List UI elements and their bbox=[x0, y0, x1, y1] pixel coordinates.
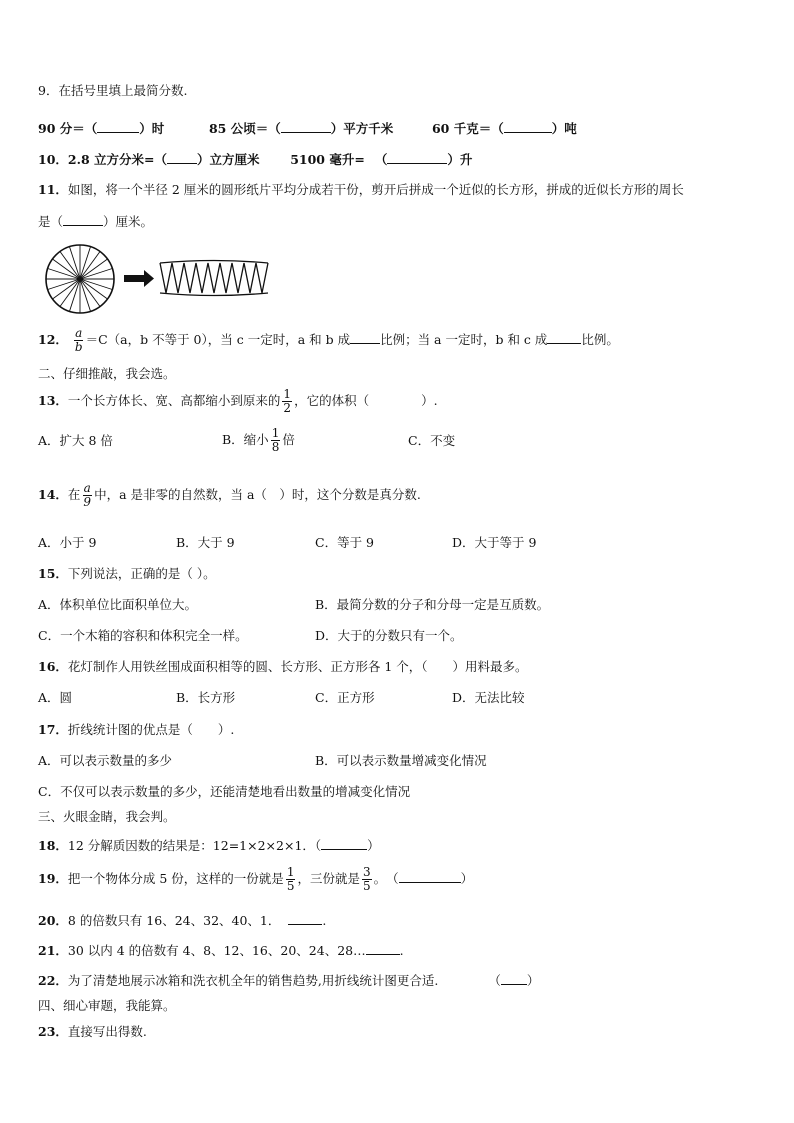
q22: 22．为了清楚地展示冰箱和洗衣机全年的销售趋势,用折线统计图更合适. （ ） bbox=[38, 973, 540, 988]
q13-option-c[interactable]: C．不变 bbox=[408, 433, 456, 448]
q9-blank-c[interactable] bbox=[504, 120, 552, 133]
q16-option-b[interactable]: B．长方形 bbox=[176, 690, 236, 705]
q18-blank[interactable] bbox=[321, 837, 367, 850]
q16: 16．花灯制作人用铁丝围成面积相等的圆、长方形、正方形各 1 个，（ ）用料最多。 bbox=[38, 659, 528, 674]
q16-option-d[interactable]: D．无法比较 bbox=[452, 690, 525, 705]
q21: 21．30 以内 4 的倍数有 4、8、12、16、20、24、28… . bbox=[38, 943, 404, 958]
q15-option-b[interactable]: B．最简分数的分子和分母一定是互质数。 bbox=[315, 597, 550, 612]
q9-prompt: 9．在括号里填上最简分数. bbox=[38, 83, 188, 98]
q16-option-c[interactable]: C．正方形 bbox=[315, 690, 375, 705]
q12-fraction: $\frac{a}{b}$ bbox=[74, 326, 83, 354]
q17-option-a[interactable]: A．可以表示数量的多少 bbox=[38, 753, 173, 768]
q18: 18．12 分解质因数的结果是：12=1×2×2×1．（ ） bbox=[38, 838, 380, 853]
q12-blank-1[interactable] bbox=[350, 331, 380, 344]
q15-option-c[interactable]: C．一个木箱的容积和体积完全一样。 bbox=[38, 628, 248, 643]
q14-option-b[interactable]: B．大于 9 bbox=[176, 535, 235, 550]
q20-blank[interactable] bbox=[288, 912, 322, 925]
q19-blank[interactable] bbox=[399, 870, 461, 883]
q14: 14．在 $\frac{a}{9}$ 中，a 是非零的自然数，当 a（ ）时，这个分数是真分数. bbox=[38, 481, 421, 509]
arrow-right-icon bbox=[124, 270, 154, 287]
q10: 10．2.8 立方分米=（ ）立方厘米 5100 毫升= （ ）升 bbox=[38, 152, 473, 167]
q14-option-a[interactable]: A．小于 9 bbox=[38, 535, 97, 550]
q12-blank-2[interactable] bbox=[547, 331, 581, 344]
sliced-circle bbox=[46, 245, 114, 313]
section-3-heading: 三、火眼金睛，我会判。 bbox=[38, 809, 176, 824]
q19-fraction-1: $\frac{1}{5}$ bbox=[286, 865, 295, 893]
circle-to-rectangle-figure bbox=[44, 243, 276, 315]
q22-blank[interactable] bbox=[501, 972, 527, 985]
q9-blank-b[interactable] bbox=[281, 120, 331, 133]
q14-option-d[interactable]: D．大于等于 9 bbox=[452, 535, 537, 550]
q14-option-c[interactable]: C．等于 9 bbox=[315, 535, 374, 550]
q14-fraction: $\frac{a}{9}$ bbox=[83, 481, 92, 509]
q15: 15．下列说法，正确的是（ ）。 bbox=[38, 566, 216, 581]
section-4-heading: 四、细心审题，我能算。 bbox=[38, 998, 176, 1013]
q9-blank-a[interactable] bbox=[97, 120, 139, 133]
q10-blank-a[interactable] bbox=[167, 151, 197, 164]
q15-option-d[interactable]: D．大于的分数只有一个。 bbox=[315, 628, 463, 643]
q11-blank[interactable] bbox=[63, 213, 103, 226]
q13-option-b[interactable]: B．缩小 $\frac{1}{8}$ 倍 bbox=[222, 426, 295, 454]
q13-fraction: $\frac{1}{2}$ bbox=[283, 387, 292, 415]
q23: 23．直接写出得数. bbox=[38, 1024, 147, 1039]
approximate-rectangle bbox=[160, 261, 268, 296]
q17-option-c[interactable]: C．不仅可以表示数量的多少，还能清楚地看出数量的增减变化情况 bbox=[38, 784, 411, 799]
q16-option-a[interactable]: A．圆 bbox=[38, 690, 73, 705]
q19-fraction-2: $\frac{3}{5}$ bbox=[362, 865, 371, 893]
q17: 17．折线统计图的优点是（ ）. bbox=[38, 722, 235, 737]
q9-items: 90 分＝（ ）时 85 公顷＝（ ）平方千米 60 千克＝（ ）吨 bbox=[38, 121, 577, 136]
q13: 13．一个长方体长、宽、高都缩小到原来的 $\frac{1}{2}$ ，它的体积（ ）. bbox=[38, 387, 438, 415]
q10-blank-b[interactable] bbox=[387, 151, 447, 164]
q11-prompt: 11．如图，将一个半径 2 厘米的圆形纸片平均分成若干份，剪开后拼成一个近似的长方形，拼成的近似长方形的周长 bbox=[38, 182, 684, 197]
q13-option-a[interactable]: A．扩大 8 倍 bbox=[38, 433, 113, 448]
q20: 20．8 的倍数只有 16、24、32、40、1． . bbox=[38, 913, 327, 928]
section-2-heading: 二、仔细推敲，我会选。 bbox=[38, 366, 176, 381]
q19: 19．把一个物体分成 5 份，这样的一份就是 $\frac{1}{5}$ ，三份就是 $\frac{3}{5}$ 。 （ ） bbox=[38, 865, 474, 893]
q11-prompt-2: 是（ ）厘米。 bbox=[38, 214, 154, 229]
q17-option-b[interactable]: B．可以表示数量增减变化情况 bbox=[315, 753, 487, 768]
q12: 12． $\frac{a}{b}$ ＝C（a，b 不等于 0），当 c 一定时，a 和 b 成 比例；当 a 一定时，b 和 c 成 比例。 bbox=[38, 326, 619, 354]
q21-blank[interactable] bbox=[366, 942, 400, 955]
q15-option-a[interactable]: A．体积单位比面积单位大。 bbox=[38, 597, 198, 612]
